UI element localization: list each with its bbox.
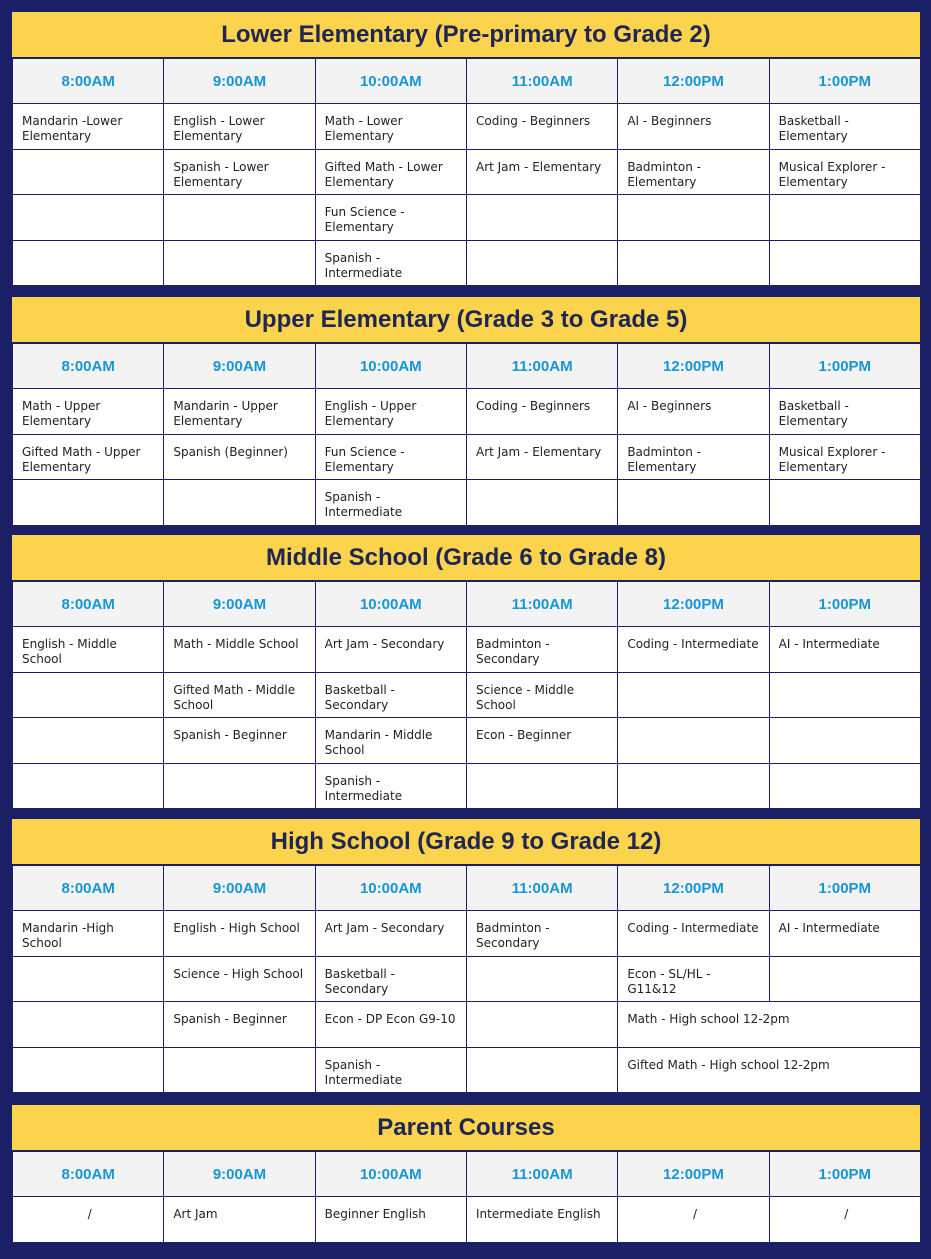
course-cell (164, 763, 315, 809)
course-cell: AI - Intermediate (769, 911, 920, 957)
course-cell: Basketball - Elementary (769, 104, 920, 150)
course-cell: Math - High school 12-2pm (618, 1002, 921, 1048)
time-header: 1:00PM (769, 344, 920, 389)
course-cell (13, 149, 164, 195)
time-header: 8:00AM (13, 344, 164, 389)
schedule-table (12, 865, 921, 1093)
course-cell: Math - Middle School (164, 627, 315, 673)
table-row (13, 195, 921, 241)
section-parent-courses (12, 1105, 920, 1243)
time-header: 11:00AM (466, 582, 617, 627)
course-cell: Mandarin -Lower Elementary (13, 104, 164, 150)
course-cell: English - High School (164, 911, 315, 957)
course-cell (769, 195, 920, 241)
course-cell (13, 672, 164, 718)
course-cell (164, 480, 315, 526)
course-cell: Musical Explorer - Elementary (769, 149, 920, 195)
time-header: 8:00AM (13, 582, 164, 627)
time-header: 12:00PM (618, 344, 769, 389)
course-cell: AI - Beginners (618, 389, 769, 435)
course-cell: Mandarin - Upper Elementary (164, 389, 315, 435)
course-cell: Intermediate English (466, 1197, 617, 1243)
course-cell: Coding - Beginners (466, 104, 617, 150)
time-header: 10:00AM (315, 344, 466, 389)
course-cell: English - Lower Elementary (164, 104, 315, 150)
time-header: 9:00AM (164, 582, 315, 627)
course-cell: Spanish - Intermediate (315, 240, 466, 286)
course-cell: Spanish (Beginner) (164, 434, 315, 480)
section-title: Parent Courses (12, 1105, 920, 1151)
course-cell: Fun Science - Elementary (315, 195, 466, 241)
time-header: 8:00AM (13, 866, 164, 911)
time-header: 1:00PM (769, 59, 920, 104)
course-cell: Art Jam - Secondary (315, 911, 466, 957)
course-cell: Math - Lower Elementary (315, 104, 466, 150)
section-middle-school (12, 535, 920, 809)
section-high-school (12, 819, 920, 1093)
course-cell (618, 672, 769, 718)
course-cell: Coding - Beginners (466, 389, 617, 435)
course-cell (13, 1047, 164, 1093)
course-cell (13, 956, 164, 1002)
time-header: 1:00PM (769, 582, 920, 627)
course-cell: Mandarin -High School (13, 911, 164, 957)
course-cell: Spanish - Intermediate (315, 1047, 466, 1093)
course-cell (618, 240, 769, 286)
time-header: 12:00PM (618, 59, 769, 104)
schedule-table (12, 1151, 921, 1243)
course-cell (466, 956, 617, 1002)
table-row (13, 434, 921, 480)
time-header: 11:00AM (466, 59, 617, 104)
schedule-table (12, 581, 921, 809)
section-title: Upper Elementary (Grade 3 to Grade 5) (12, 297, 920, 343)
course-cell: Art Jam - Secondary (315, 627, 466, 673)
course-cell (618, 718, 769, 764)
schedule-table (12, 343, 921, 526)
course-cell: Coding - Intermediate (618, 911, 769, 957)
course-cell (13, 1002, 164, 1048)
table-row (13, 911, 921, 957)
course-cell (466, 480, 617, 526)
table-row (13, 240, 921, 286)
course-cell (13, 480, 164, 526)
course-cell: Gifted Math - Middle School (164, 672, 315, 718)
table-row (13, 104, 921, 150)
course-cell (466, 1047, 617, 1093)
time-header: 8:00AM (13, 59, 164, 104)
course-cell: AI - Beginners (618, 104, 769, 150)
time-header: 9:00AM (164, 59, 315, 104)
course-cell: Basketball - Secondary (315, 672, 466, 718)
time-header: 10:00AM (315, 59, 466, 104)
course-cell (618, 480, 769, 526)
course-cell (13, 240, 164, 286)
course-cell: English - Middle School (13, 627, 164, 673)
course-cell: Spanish - Lower Elementary (164, 149, 315, 195)
table-row (13, 763, 921, 809)
course-cell (466, 763, 617, 809)
course-cell: Econ - SL/HL - G11&12 (618, 956, 769, 1002)
table-row (13, 718, 921, 764)
course-cell: Basketball - Secondary (315, 956, 466, 1002)
time-header-row (13, 344, 921, 389)
course-cell: Badminton - Secondary (466, 627, 617, 673)
schedule-table (12, 58, 921, 286)
course-cell: Econ - Beginner (466, 718, 617, 764)
time-header: 8:00AM (13, 1152, 164, 1197)
course-cell: Art Jam - Elementary (466, 149, 617, 195)
course-cell (769, 672, 920, 718)
table-row (13, 672, 921, 718)
course-cell: Beginner English (315, 1197, 466, 1243)
time-header: 9:00AM (164, 1152, 315, 1197)
section-title: High School (Grade 9 to Grade 12) (12, 819, 920, 865)
course-cell (466, 240, 617, 286)
table-row (13, 1197, 921, 1243)
time-header: 12:00PM (618, 582, 769, 627)
time-header: 10:00AM (315, 866, 466, 911)
table-row (13, 956, 921, 1002)
time-header: 11:00AM (466, 344, 617, 389)
course-cell: / (618, 1197, 769, 1243)
course-cell (618, 195, 769, 241)
course-cell: Econ - DP Econ G9-10 (315, 1002, 466, 1048)
course-cell: Badminton - Secondary (466, 911, 617, 957)
course-cell (466, 195, 617, 241)
course-cell: Math - Upper Elementary (13, 389, 164, 435)
time-header-row (13, 1152, 921, 1197)
course-cell: Badminton - Elementary (618, 434, 769, 480)
course-cell (769, 763, 920, 809)
table-row (13, 1002, 921, 1048)
course-cell: Spanish - Intermediate (315, 480, 466, 526)
course-cell: Coding - Intermediate (618, 627, 769, 673)
time-header: 11:00AM (466, 866, 617, 911)
time-header: 10:00AM (315, 582, 466, 627)
time-header-row (13, 582, 921, 627)
table-row (13, 389, 921, 435)
course-cell: Gifted Math - Lower Elementary (315, 149, 466, 195)
course-cell (164, 195, 315, 241)
course-cell (164, 1047, 315, 1093)
course-cell: / (769, 1197, 920, 1243)
course-cell (13, 763, 164, 809)
course-cell: Badminton - Elementary (618, 149, 769, 195)
course-cell (769, 240, 920, 286)
course-cell (618, 763, 769, 809)
course-cell (769, 480, 920, 526)
section-lower-elementary (12, 12, 920, 286)
course-cell: Musical Explorer - Elementary (769, 434, 920, 480)
course-cell: Spanish - Beginner (164, 1002, 315, 1048)
course-cell: Science - High School (164, 956, 315, 1002)
course-cell (13, 718, 164, 764)
course-cell: Basketball - Elementary (769, 389, 920, 435)
section-title: Lower Elementary (Pre-primary to Grade 2) (12, 12, 920, 58)
time-header: 9:00AM (164, 344, 315, 389)
course-cell: Gifted Math - High school 12-2pm (618, 1047, 921, 1093)
course-cell: Spanish - Intermediate (315, 763, 466, 809)
table-row (13, 480, 921, 526)
time-header-row (13, 866, 921, 911)
table-row (13, 627, 921, 673)
course-cell (769, 718, 920, 764)
course-cell (769, 956, 920, 1002)
course-cell: English - Upper Elementary (315, 389, 466, 435)
course-cell (164, 240, 315, 286)
section-title: Middle School (Grade 6 to Grade 8) (12, 535, 920, 581)
time-header-row (13, 59, 921, 104)
table-row (13, 1047, 921, 1093)
time-header: 12:00PM (618, 1152, 769, 1197)
time-header: 9:00AM (164, 866, 315, 911)
time-header: 10:00AM (315, 1152, 466, 1197)
time-header: 12:00PM (618, 866, 769, 911)
course-cell: Fun Science - Elementary (315, 434, 466, 480)
course-cell: Mandarin - Middle School (315, 718, 466, 764)
course-cell (466, 1002, 617, 1048)
course-cell: Gifted Math - Upper Elementary (13, 434, 164, 480)
course-cell (13, 195, 164, 241)
section-upper-elementary (12, 297, 920, 526)
course-cell: Art Jam (164, 1197, 315, 1243)
course-cell: Art Jam - Elementary (466, 434, 617, 480)
table-row (13, 149, 921, 195)
time-header: 1:00PM (769, 866, 920, 911)
course-cell: / (13, 1197, 164, 1243)
course-cell: Science - Middle School (466, 672, 617, 718)
course-cell: Spanish - Beginner (164, 718, 315, 764)
time-header: 11:00AM (466, 1152, 617, 1197)
course-cell: AI - Intermediate (769, 627, 920, 673)
time-header: 1:00PM (769, 1152, 920, 1197)
